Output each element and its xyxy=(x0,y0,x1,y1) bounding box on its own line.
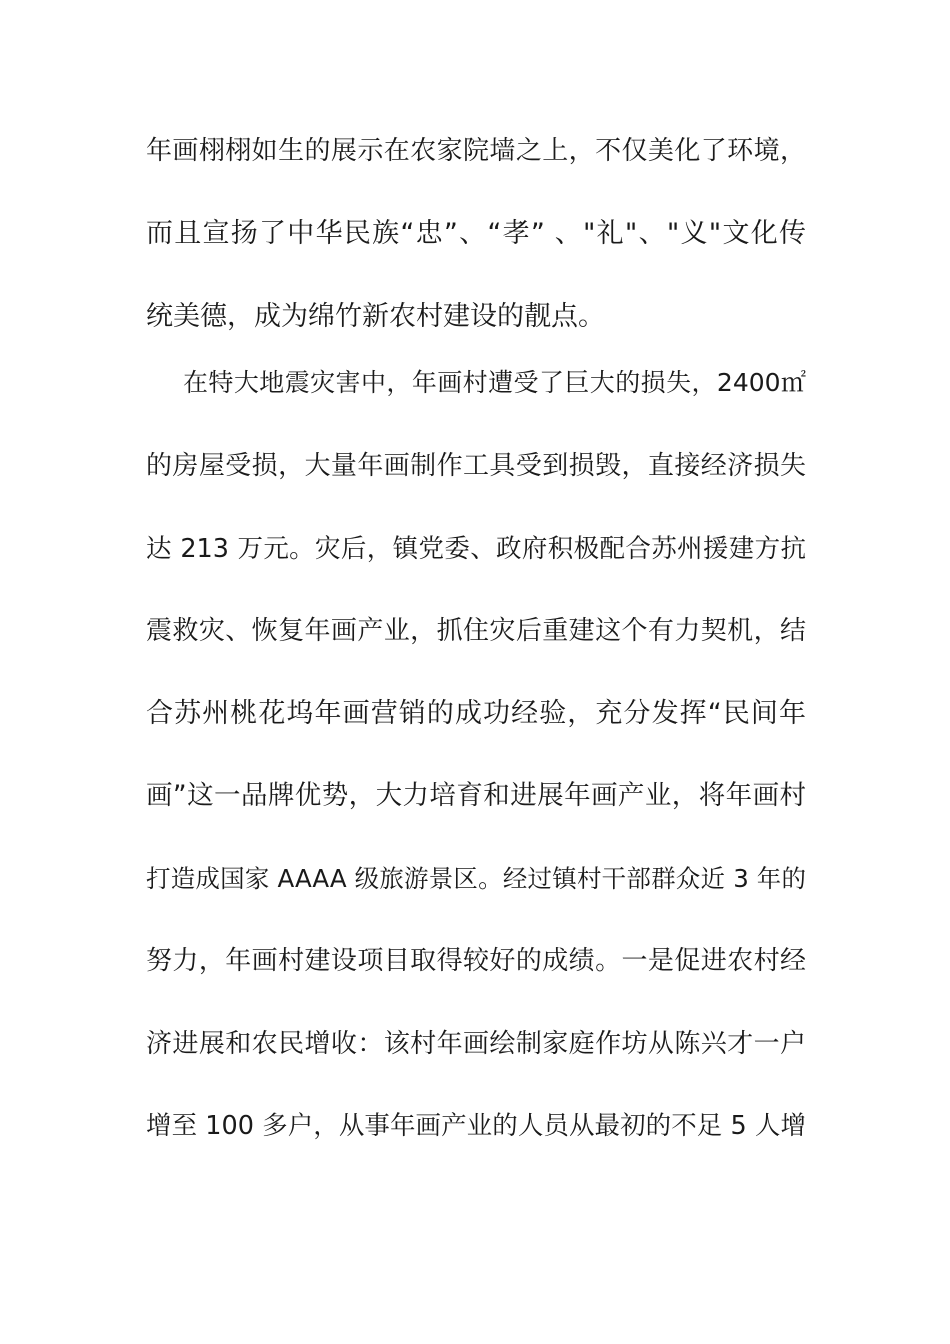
paragraph-2-line-4: 震救灾、恢复年画产业，抓住灾后重建这个有力契机，结 xyxy=(146,616,806,646)
paragraph-1-line-3: 统美德，成为绵竹新农村建设的靓点。 xyxy=(146,301,605,332)
paragraph-2-line-10: 增至 100 多户，从事年画产业的人员从最初的不足 5 人增 xyxy=(146,1111,806,1141)
paragraph-1-line-2: 而且宣扬了中华民族“忠”、“孝” 、"礼"、"义"文化传 xyxy=(146,218,806,249)
paragraph-2-line-6: 画”这一品牌优势，大力培育和进展年画产业，将年画村 xyxy=(146,780,806,811)
paragraph-2-line-1: 在特大地震灾害中，年画村遭受了巨大的损失，2400㎡ xyxy=(183,368,806,397)
paragraph-2-line-3: 达 213 万元。灾后，镇党委、政府积极配合苏州援建方抗 xyxy=(146,534,806,564)
paragraph-2-line-5: 合苏州桃花坞年画营销的成功经验，充分发挥“民间年 xyxy=(146,698,806,729)
paragraph-1-line-1: 年画栩栩如生的展示在农家院墙之上，不仅美化了环境， xyxy=(146,136,806,166)
paragraph-2-line-2: 的房屋受损，大量年画制作工具受到损毁，直接经济损失 xyxy=(146,451,806,481)
paragraph-2-line-8: 努力，年画村建设项目取得较好的成绩。一是促进农村经 xyxy=(146,946,806,976)
paragraph-2-line-7: 打造成国家 AAAA 级旅游景区。经过镇村干部群众近 3 年的 xyxy=(146,864,806,893)
paragraph-2-line-9: 济进展和农民增收：该村年画绘制家庭作坊从陈兴才一户 xyxy=(146,1029,806,1059)
